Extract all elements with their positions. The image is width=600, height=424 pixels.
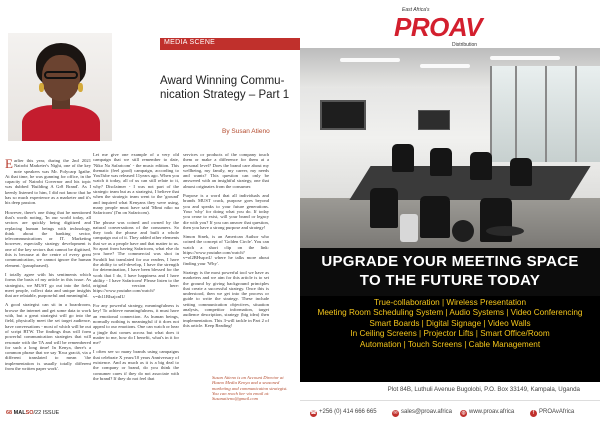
service-line: Smart Boards | Digital Signage | Video Walls <box>369 318 531 328</box>
paragraph: I totally agree with his sentiments which forms the basis of my article in this issue. As strategists, we MUST go out into the field, meet people, collect data and unique insights that are relatable, purposeful and meaningful. <box>5 271 91 299</box>
display-screen <box>320 100 366 130</box>
paragraph: Strategy is the most powerful tool we have as marketers and we aim for this article is to set the ground by giving background principles that create a successful strategy. Once this is understood, then we get into the process or guide to write the strategy. These include setting communication objectives, situation analysis, competitor information, target audience description, strategy (big idea) then implementation. This 3-will tackle in Part 2 of this article. Keep Reading! <box>183 269 269 328</box>
title-line-1: Award Winning Commu- <box>160 75 285 87</box>
magazine-name: MALSO <box>13 410 34 416</box>
service-line: In Ceiling Screens | Projector Lifts | Smart Office/Room <box>350 329 550 339</box>
service-line: Automation | Touch Screens | Cable Management <box>359 339 541 349</box>
paragraph: Earlier this year, during the 2nd 2021 Nairobi Marketer's Night, one of the key note speakers was Mr. Polycarp Igathe. At that time, he was gunning for office, in the capacity of Nairobi Governor and his topic was dubbed 'Building A Gr8 Brand'. As I keenly listened to him, I did not know that he has so much experience as a marketer and it's his deep passion. <box>5 156 91 206</box>
headline-line-2: TO THE FUTURE TODAY <box>359 272 541 289</box>
author-note: Susan Atieno is an Account Director at Hasno Media Kenya and a seasoned marketing and communication strategist. You can reach her via email at: Susanatieno@gmail.com <box>212 375 288 402</box>
issue-label: /22 ISSUE <box>33 410 60 416</box>
article-column-3 <box>183 152 269 332</box>
page-footer <box>6 410 59 416</box>
paragraph: Purpose is a word that all individuals and brands MUST crack, purpose goes beyond you and speaks to your future generations. Your 'why' for doing what you do. If today you cease to exist, will your brand or legacy die with you? If you can answer that question, then you have a strong purpose and strategy! <box>183 193 269 230</box>
paragraph: A good strategist can sit in a boardroom, browse the internet and get some data to work with, but a great strategist will go into the field, physically meet the set target audience, have conversations - most of which will be out of script BTW. The findings thus will form powerful communication strategies that will resonate with the TA and will be remembered for such a long time! In Kenya, there's a common phrase that we say 'Kwa graciá, via a different translated to mean 'the implementation is usually totally different from the written paper work'. <box>5 302 91 371</box>
services-list <box>300 296 600 382</box>
contact-bar <box>300 400 600 424</box>
address: Plot 84B, Luthuli Avenue Bugolobi, P.O. Box 33149, Kampala, Uganda <box>387 386 580 393</box>
proav-logo <box>380 4 520 48</box>
paragraph: However, there's one thing that he mentioned that's worth noting, 'In our world today, all sectors are quickly being digitized and replacing human beings with technology, think about the banking sector, telecommunications or IT. Marketing however, especially strategy development is one of the key sectors that cannot be digitised, this is because at the centre of every great communication, we cannot ignore the human element.' (paraphrased). <box>5 209 91 268</box>
email-icon: ✉ <box>393 410 398 416</box>
display-screen <box>418 110 450 130</box>
phone-icon: ☎ <box>310 410 317 416</box>
byline: By Susan Atieno <box>222 128 270 135</box>
social-icon: f <box>530 410 537 417</box>
dropcap: E <box>5 156 13 171</box>
section-label: MEDIA SCENE <box>164 39 216 46</box>
email-contact[interactable]: ✉ sales@proav.africa <box>393 409 452 416</box>
ad-headline <box>300 248 600 296</box>
paragraph: Simon Sinek, is an American Author who coined the concept of 'Golden Circle'. You can watch a short clip on the link: https://www.youtube.com/watch?v=ol2BHsqcnU where he talks more about finding your 'Why'. <box>183 234 269 266</box>
paragraph: services or products of the company touch them or make a difference for them at a personal level? Does the brand care about my wellbeing, my family, my career, my needs and wants? This question can only be answered with an insightful strategy, one that almost originates from the consumer. <box>183 152 269 189</box>
article-title <box>160 74 290 102</box>
page-number: 68 <box>6 410 13 416</box>
logo-tagline: East Africa's <box>402 7 430 13</box>
logo-subtext: Distribution <box>452 42 478 48</box>
title-line-2: nication Strategy – Part 1 <box>160 89 290 101</box>
paragraph: For any powerful strategy, meaningfulness is key! To achieve meaningfulness, it must have an emotional connection. As human beings, normally nothing is meaningful if it does not appeal to our emotions. One can watch or hear a jingle that comes across but what does it matter to me, how do I benefit, what's in it for me? <box>93 303 179 346</box>
social-handle[interactable]: f PROAvAfrica <box>530 409 574 417</box>
paragraph: I often see so many brands using campaigns that celebrate X years/10 years Anniversary of existence. And as much as it is a big deal to the company or brand, do you think the consumer cares if they do not associate with the brand? If they do not feel that <box>93 349 179 381</box>
service-line: True-collaboration | Wireless Presentation <box>374 298 526 307</box>
meeting-room-photo <box>300 48 600 248</box>
phone-contact: ☎ +256 (0) 414 666 665 <box>310 409 377 416</box>
article-column-1 <box>5 158 91 375</box>
logo-brand: PROAV <box>394 12 483 42</box>
paragraph: The phrase was coined and owned by the natural conversations of the consumers. So they took the phrase and built a whole campaign out of it. They added other elements that we as a people have and that matter to us. So apart from having Safaricom, what else do you have? The commercial was shot in Swahili but translated for our readers, I have the ability to self-develop, I have the strength for determination, I have been blessed for the work that I do, I have happiness and I have ability - I have Safaricom! Please listen to the original version here: https://www.youtube.com/watch?v=ih11BIsajcnIU <box>93 219 179 299</box>
advert-page <box>300 0 600 424</box>
service-line: Meeting Room Scheduling System | Audio Systems | Video Conferencing <box>317 308 583 318</box>
headline-line-1: UPGRADE YOUR MEETING SPACE <box>321 253 579 270</box>
website-link[interactable]: ◍ www.proav.africa <box>461 409 515 416</box>
article-column-2 <box>93 152 179 385</box>
globe-icon: ◍ <box>461 410 466 416</box>
paragraph: Let me give one example of a very old campaign that we still remember to date, 'Niko Na Safaricom' - the music edition. This thematic (feel good) campaign, according to YouTube was released 11years ago. When you watch it today, all of us can still relate to it, why? Disclaimer - I was not part of the strategic team but as a strategist, I believe that when the strategic team went to the 'ground' and inquired what Kenyans they were using, many people must have said 'Mimi niko na Safaricom' (I'm on Safaricom). <box>93 152 179 216</box>
author-photo <box>8 33 112 141</box>
